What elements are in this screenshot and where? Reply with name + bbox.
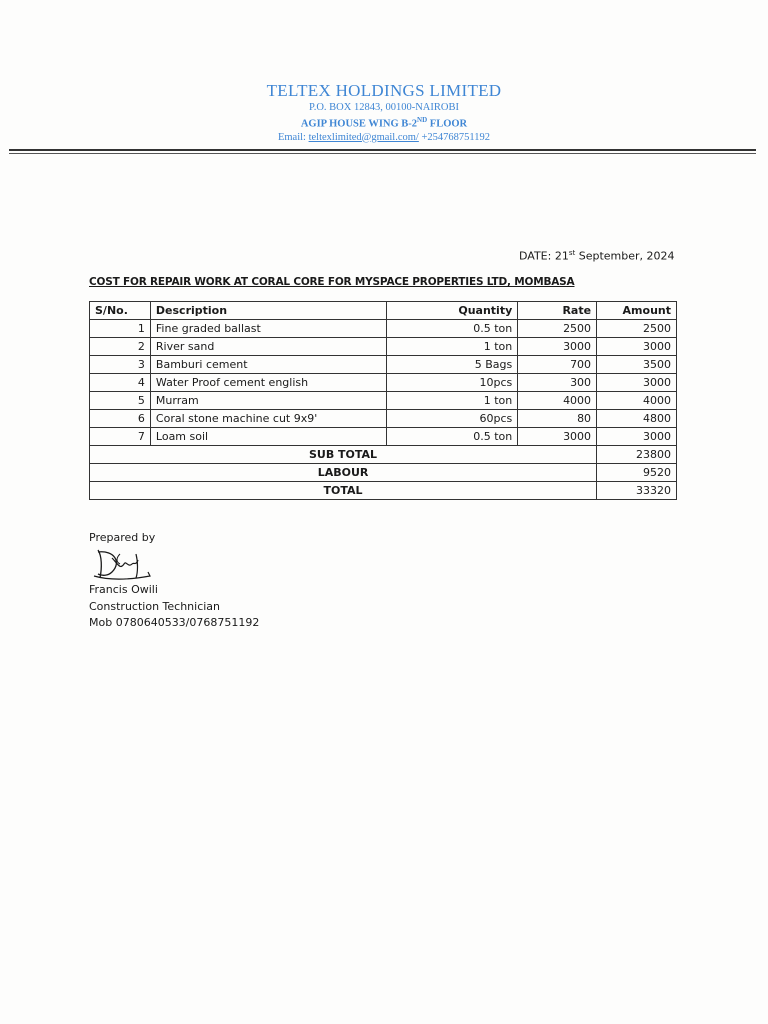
table-header-row xyxy=(90,302,677,320)
po-box: P.O. BOX 12843, 00100-NAIROBI xyxy=(309,102,459,113)
table-row xyxy=(90,410,677,428)
labour-amount: 9520 xyxy=(597,464,677,482)
subtotal-label: SUB TOTAL xyxy=(90,446,597,464)
total-row xyxy=(90,482,677,500)
prepared-by-label: Prepared by xyxy=(89,531,156,544)
document-date xyxy=(519,249,675,263)
row-amount: 2500 xyxy=(597,320,677,338)
total-label: TOTAL xyxy=(90,482,597,500)
date-ordinal: st xyxy=(568,249,576,257)
row-sn: 3 xyxy=(90,356,151,374)
signer-block xyxy=(89,582,259,632)
total-amount: 33320 xyxy=(597,482,677,500)
signer-name: Francis Owili xyxy=(89,583,158,596)
building-suffix: FLOOR xyxy=(427,118,468,130)
subtotal-row xyxy=(90,446,677,464)
row-description: Coral stone machine cut 9x9' xyxy=(150,410,386,428)
row-rate: 3000 xyxy=(518,338,597,356)
company-name: TELTEX HOLDINGS LIMITED xyxy=(266,81,502,100)
row-quantity: 1 ton xyxy=(386,338,518,356)
row-amount: 3000 xyxy=(597,374,677,392)
header-rule-thin xyxy=(9,153,756,154)
table-row xyxy=(90,428,677,446)
row-rate: 300 xyxy=(518,374,597,392)
row-rate: 700 xyxy=(518,356,597,374)
row-sn: 6 xyxy=(90,410,151,428)
letterhead xyxy=(0,80,768,144)
header-rule-thick xyxy=(9,149,756,151)
row-sn: 5 xyxy=(90,392,151,410)
header-quantity: Quantity xyxy=(386,302,518,320)
table-row xyxy=(90,374,677,392)
table-row xyxy=(90,320,677,338)
signature-icon xyxy=(92,546,154,584)
row-description: Water Proof cement english xyxy=(150,374,386,392)
email-link[interactable]: teltexlimited@gmail.com/ xyxy=(308,131,419,143)
row-amount: 3000 xyxy=(597,428,677,446)
row-description: River sand xyxy=(150,338,386,356)
row-sn: 2 xyxy=(90,338,151,356)
building-floor-sup: ND xyxy=(417,116,428,124)
row-description: Bamburi cement xyxy=(150,356,386,374)
email-label: Email: xyxy=(277,131,309,143)
subtotal-amount: 23800 xyxy=(597,446,677,464)
phone-number: +254768751192 xyxy=(418,131,491,143)
header-amount: Amount xyxy=(597,302,677,320)
table-row xyxy=(90,392,677,410)
row-description: Fine graded ballast xyxy=(150,320,386,338)
labour-row xyxy=(90,464,677,482)
row-quantity: 5 Bags xyxy=(386,356,518,374)
row-rate: 80 xyxy=(518,410,597,428)
row-amount: 4000 xyxy=(597,392,677,410)
building-prefix: AGIP HOUSE WING B-2 xyxy=(300,118,418,130)
row-quantity: 10pcs xyxy=(386,374,518,392)
row-quantity: 0.5 ton xyxy=(386,320,518,338)
row-quantity: 0.5 ton xyxy=(386,428,518,446)
document-title: COST FOR REPAIR WORK AT CORAL CORE FOR MYSPACE PROPERTIES LTD, MOMBASA xyxy=(89,276,575,288)
signer-mobile: Mob 0780640533/0768751192 xyxy=(89,616,260,629)
row-sn: 4 xyxy=(90,374,151,392)
signer-role: Construction Technician xyxy=(89,599,221,613)
row-description: Murram xyxy=(150,392,386,410)
labour-label: LABOUR xyxy=(90,464,597,482)
row-quantity: 60pcs xyxy=(386,410,518,428)
building-address xyxy=(0,114,768,131)
table-row xyxy=(90,338,677,356)
row-rate: 2500 xyxy=(518,320,597,338)
row-description: Loam soil xyxy=(150,428,386,446)
cost-table xyxy=(89,301,677,500)
row-rate: 4000 xyxy=(518,392,597,410)
row-rate: 3000 xyxy=(518,428,597,446)
row-amount: 3000 xyxy=(597,338,677,356)
header-description: Description xyxy=(150,302,386,320)
row-sn: 1 xyxy=(90,320,151,338)
row-amount: 3500 xyxy=(597,356,677,374)
contact-line xyxy=(0,131,768,144)
row-quantity: 1 ton xyxy=(386,392,518,410)
header-sn: S/No. xyxy=(90,302,151,320)
table-row xyxy=(90,356,677,374)
row-sn: 7 xyxy=(90,428,151,446)
header-rate: Rate xyxy=(518,302,597,320)
date-suffix: September, 2024 xyxy=(575,249,675,263)
date-prefix: DATE: 21 xyxy=(519,249,569,263)
row-amount: 4800 xyxy=(597,410,677,428)
